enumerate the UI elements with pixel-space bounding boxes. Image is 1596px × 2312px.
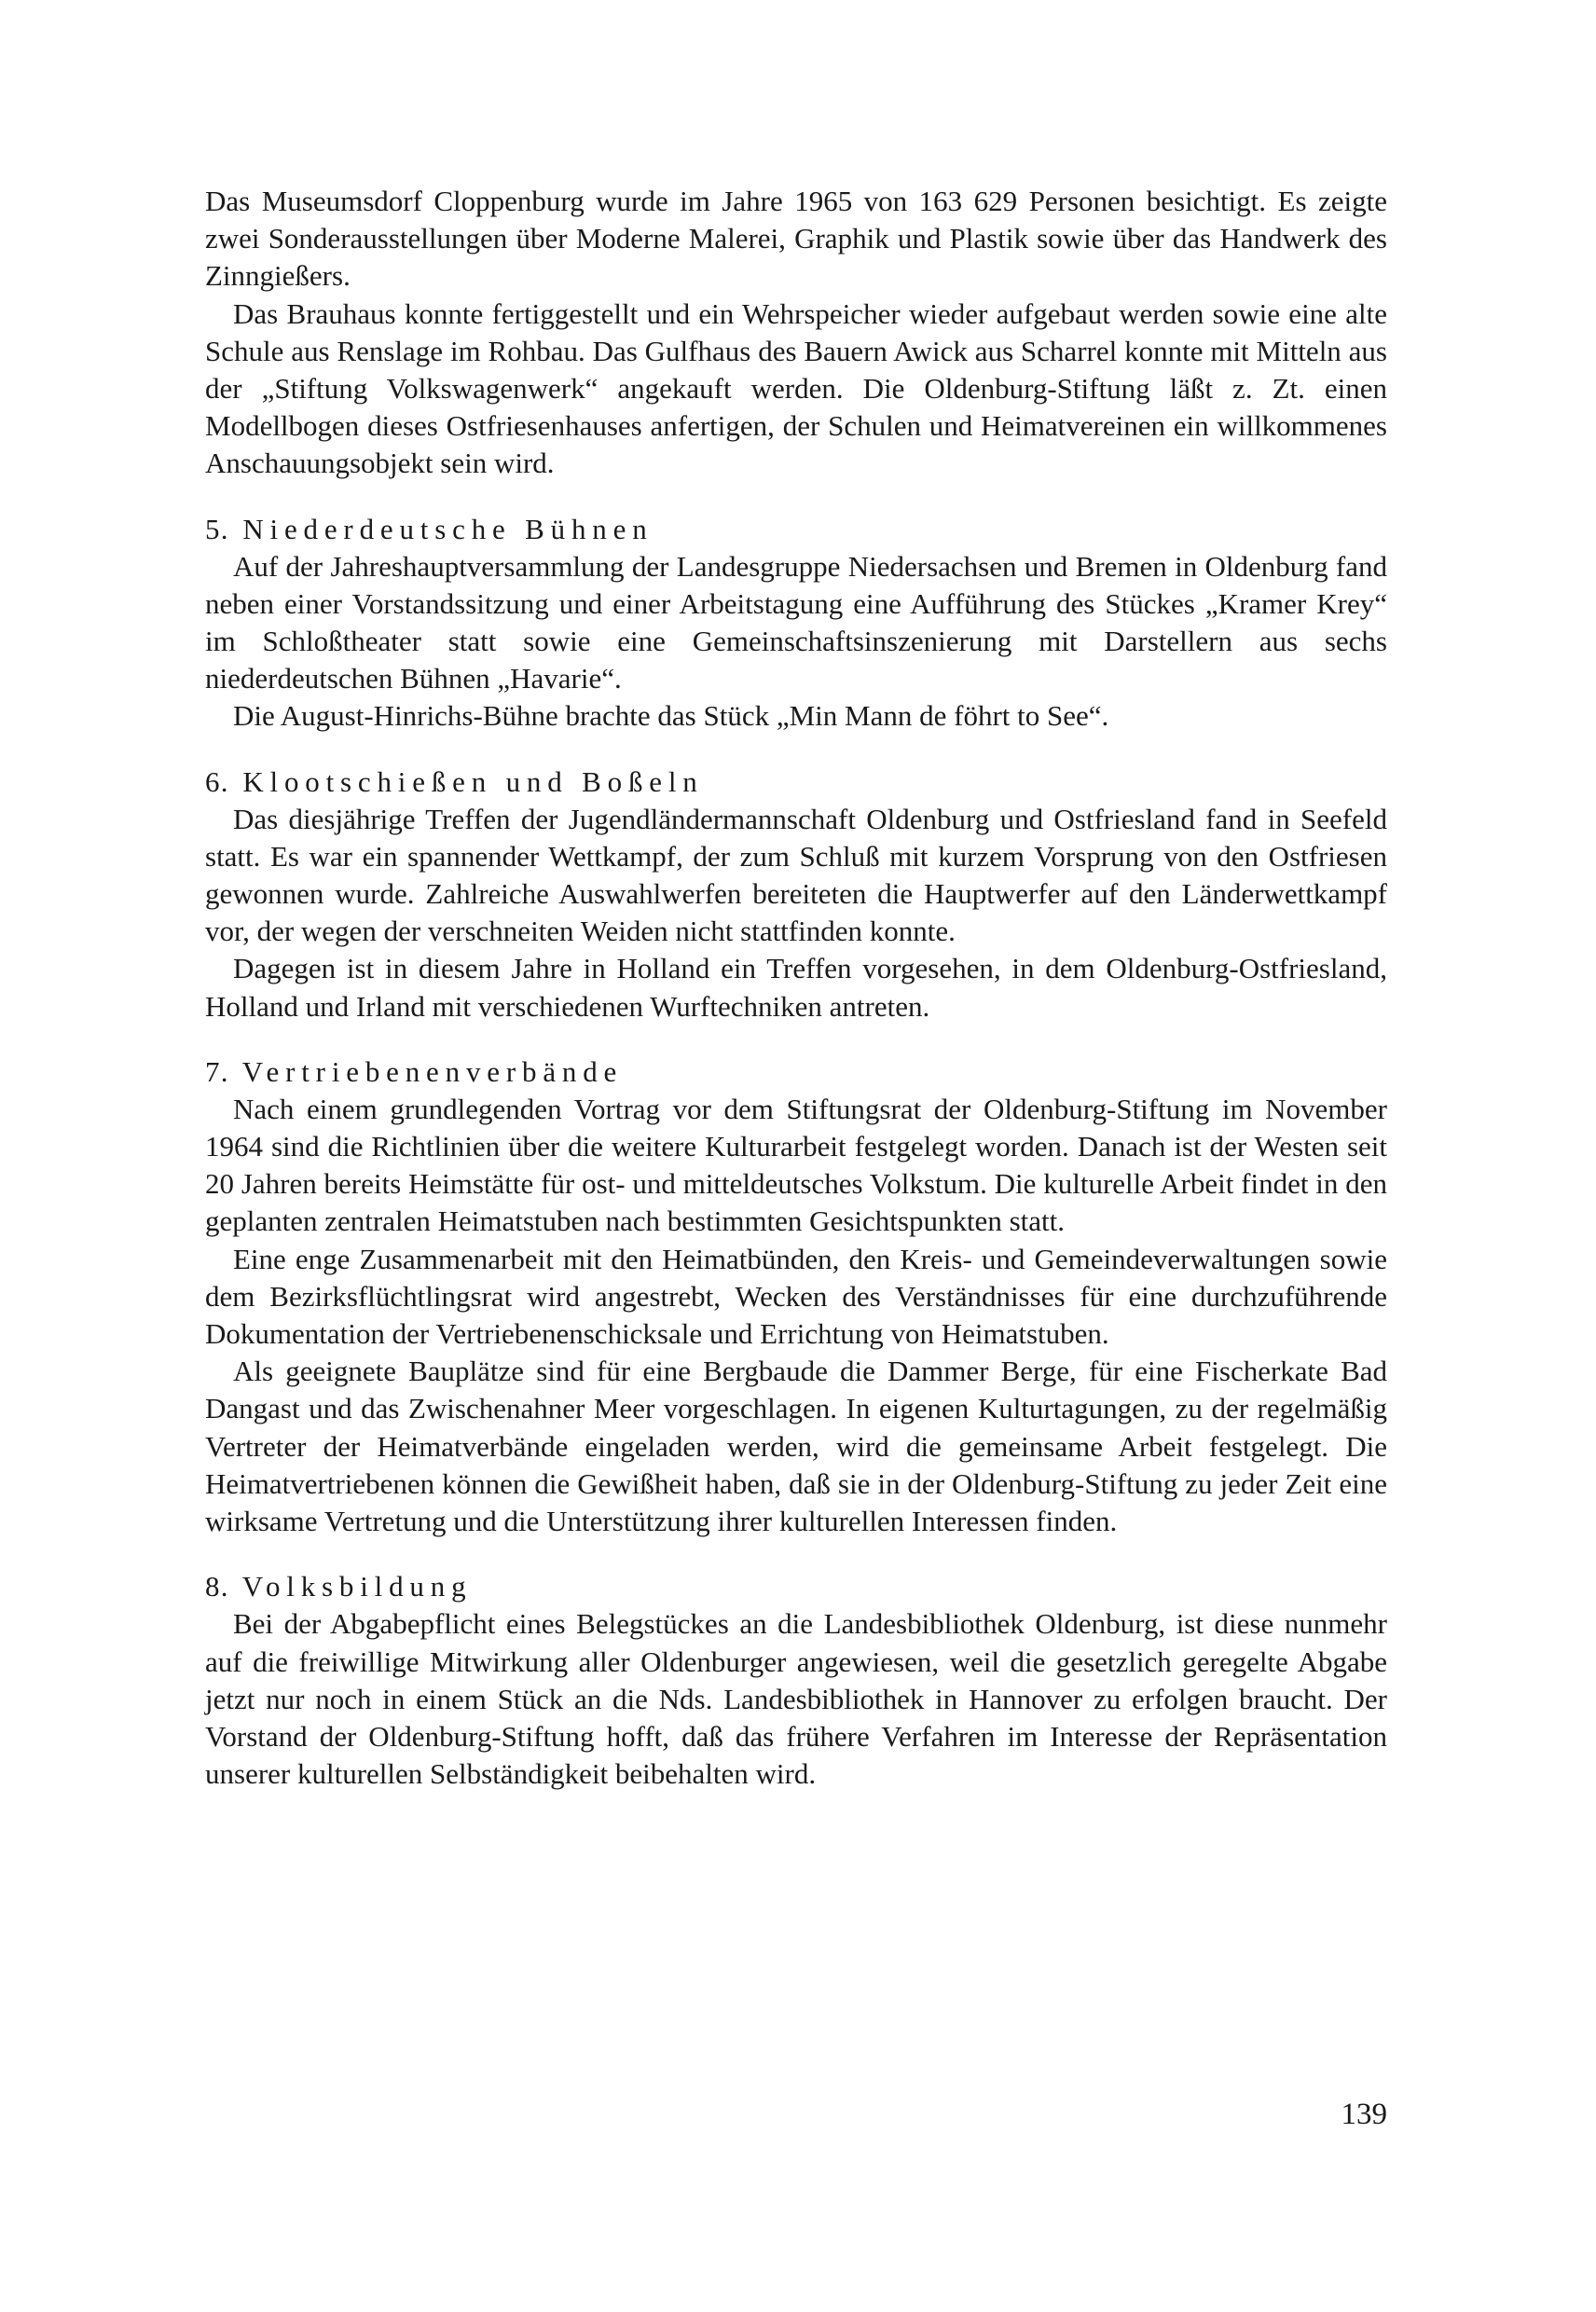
intro-block [205,183,1387,483]
section-paragraph: Die August-Hinrichs-Bühne brachte das Stück „Min Mann de föhrt to See“. [233,699,1109,733]
section-paragraph: Dagegen ist in diesem Jahre in Holland ein Treffen vorgesehen, in dem Oldenburg-Ostfriesland, Holland und Irland mit verschiedenen Wurftechniken antreten. [205,952,1387,1023]
page-number: 139 [1341,2098,1387,2131]
section-title: Niederdeutsche Bühnen [242,512,654,545]
section-number: 8. [205,1570,229,1603]
section-paragraph: Nach einem grundlegenden Vortrag vor dem Stiftungsrat der Oldenburg-Stiftung im November 1964 sind die Richtlinien über die weitere Kulturarbeit festgelegt worden. Danach ist der Westen seit 20 Jahren bereits Heimstätte für ost- und mitteldeutsches Volkstum. Die kulturelle Arbeit findet in den geplanten zentralen Heimatstuben nach bestimmten Gesichtspunkten statt. [205,1092,1387,1238]
intro-paragraph: Das Brauhaus konnte fertiggestellt und ein Wehrspeicher wieder aufgebaut werden sowie eine alte Schule aus Renslage im Rohbau. Das Gulfhaus des Bauern Awick aus Scharrel konnte mit Mitteln aus der „Stiftung Volkswagenwerk“ angekauft werden. Die Oldenburg-Stiftung läßt z. Zt. einen Modellbogen dieses Ostfriesenhauses anfertigen, der Schulen und Heimatvereinen ein willkommenes Anschauungsobjekt sein wird. [205,296,1387,480]
section-paragraph: Das diesjährige Treffen der Jugendländermannschaft Oldenburg und Ostfriesland fand in Seefeld statt. Es war ein spannender Wettkampf, der zum Schluß mit kurzem Vorsprung von den Ostfriesen gewonnen wurde. Zahlreiche Auswahlwerfen bereiteten die Hauptwerfer auf den Länderwettkampf vor, der wegen der verschneiten Weiden nicht stattfinden konnte. [205,802,1387,948]
section-paragraph: Eine enge Zusammenarbeit mit den Heimatbünden, den Kreis- und Gemeindeverwaltungen sowie dem Bezirksflüchtlingsrat wird angestrebt, Wecken des Verständnisses für eine durchzuführende Dokumentation der Vertriebenenschicksale und Errichtung von Heimatstuben. [205,1242,1387,1351]
section-paragraph: Auf der Jahreshauptversammlung der Landesgruppe Niedersachsen und Bremen in Oldenburg fand neben einer Vorstandssitzung und einer Arbeitstagung eine Aufführung des Stückes „Kramer Krey“ im Schloßtheater statt sowie eine Gemeinschaftsinszenierung mit Darstellern aus sechs niederdeutschen Bühnen „Havarie“. [205,549,1387,695]
section-number: 5. [205,512,229,545]
section-title: Volksbildung [241,1570,473,1603]
section-number: 6. [205,764,229,798]
section-number: 7. [205,1054,229,1088]
section-paragraph: Bei der Abgabepflicht eines Belegstückes an die Landesbibliothek Oldenburg, ist diese nunmehr auf die freiwillige Mitwirkung aller Oldenburger angewiesen, weil die gesetzlich geregelte Abgabe jetzt nur noch in einem Stück an die Nds. Landesbibliothek in Hannover zu erfolgen braucht. Der Vorstand der Oldenburg-Stiftung hofft, daß das frühere Verfahren im Interesse der Repräsentation unserer kulturellen Selbständigkeit beibehalten wird. [205,1607,1387,1791]
section-paragraph: Als geeignete Bauplätze sind für eine Bergbaude die Dammer Berge, für eine Fischerkate Bad Dangast und das Zwischenahner Meer vorgeschlagen. In eigenen Kulturtagungen, zu der regelmäßig Vertreter der Heimatverbände eingeladen werden, wird die gemeinsame Arbeit festgelegt. Die Heimatvertriebenen können die Gewißheit haben, daß sie in der Oldenburg-Stiftung zu jeder Zeit eine wirksame Vertretung und die Unterstützung ihrer kulturellen Interessen finden. [205,1355,1387,1538]
section-volksbildung [205,1568,1387,1793]
section-heading [205,511,1387,548]
intro-paragraph: Das Museumsdorf Cloppenburg wurde im Jahre 1965 von 163 629 Personen besichtigt. Es zeigte zwei Sonderausstellungen über Moderne Malerei, Graphik und Plastik sowie über das Handwerk des Zinngießers. [205,185,1387,293]
document-page [205,183,1387,1793]
section-niederdeutsche-buehnen [205,511,1387,736]
section-title: Vertriebenenverbände [241,1054,624,1088]
section-heading [205,1568,1387,1605]
section-vertriebenenverbaende [205,1053,1387,1540]
section-heading [205,764,1387,801]
section-title: Klootschießen und Boßeln [242,764,704,798]
section-klootschiessen [205,764,1387,1025]
section-heading [205,1053,1387,1091]
